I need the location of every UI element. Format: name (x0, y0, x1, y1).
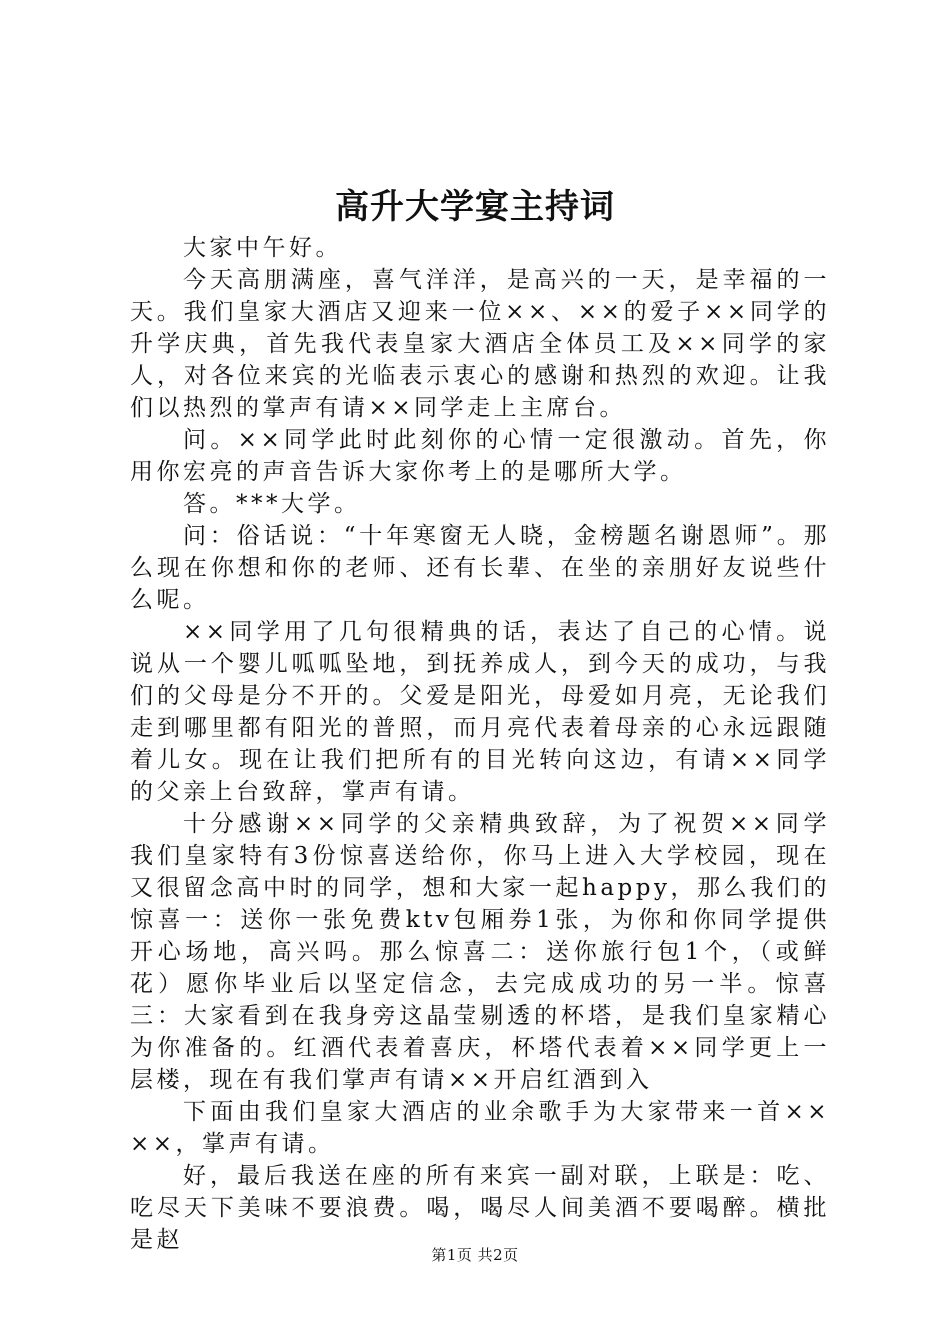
paragraph-question-1: 问。××同学此时此刻你的心情一定很激动。首先，你用你宏亮的声音告诉大家你考上的是哪所大学。 (130, 427, 830, 485)
paragraph-couplet: 好，最后我送在座的所有来宾一副对联，上联是：吃、吃尽天下美味不要浪费。喝，喝尽人间美酒不要喝醉。横批是赵 (130, 1163, 830, 1253)
page-number: 第1页 共2页 (431, 1246, 519, 1264)
paragraph-answer-1: 答。***大学。 (183, 491, 361, 517)
document-title: 高升大学宴主持词 (335, 187, 615, 227)
paragraph-singer: 下面由我们皇家大酒店的业余歌手为大家带来一首××××，掌声有请。 (130, 1099, 830, 1157)
paragraph-parents: ××同学用了几句很精典的话，表达了自己的心情。说说从一个婴儿呱呱坠地，到抚养成人，到今天的成功，与我们的父母是分不开的。父爱是阳光，母爱如月亮，无论我们走到哪里都有阳光的普照，而月亮代表着母亲的心永远跟随着儿女。现在让我们把所有的目光转向这边，有请××同学的父亲上台致辞，掌声有请。 (130, 619, 830, 805)
paragraph-opening: 今天高朋满座，喜气洋洋，是高兴的一天，是幸福的一天。我们皇家大酒店又迎来一位××、××的爱子××同学的升学庆典，首先我代表皇家大酒店全体员工及××同学的家人，对各位来宾的光临表示衷心的感谢和热烈的欢迎。让我们以热烈的掌声有请××同学走上主席台。 (130, 267, 830, 421)
document-body (130, 232, 830, 1256)
paragraph-greeting: 大家中午好。 (183, 235, 342, 261)
paragraph-question-2: 问：俗话说：“十年寒窗无人晓，金榜题名谢恩师”。那么现在你想和你的老师、还有长辈、在坐的亲朋好友说些什么呢。 (130, 523, 830, 613)
paragraph-surprises: 十分感谢××同学的父亲精典致辞，为了祝贺××同学我们皇家特有3份惊喜送给你，你马上进入大学校园，现在又很留念高中时的同学，想和大家一起happy，那么我们的惊喜一：送你一张免费ktv包厢券1张，为你和你同学提供开心场地，高兴吗。那么惊喜二：送你旅行包1个，（或鲜花）愿你毕业后以坚定信念，去完成成功的另一半。惊喜三：大家看到在我身旁这晶莹剔透的杯塔，是我们皇家精心为你准备的。红酒代表着喜庆，杯塔代表着××同学更上一层楼，现在有我们掌声有请××开启红酒到入 (130, 811, 830, 1093)
